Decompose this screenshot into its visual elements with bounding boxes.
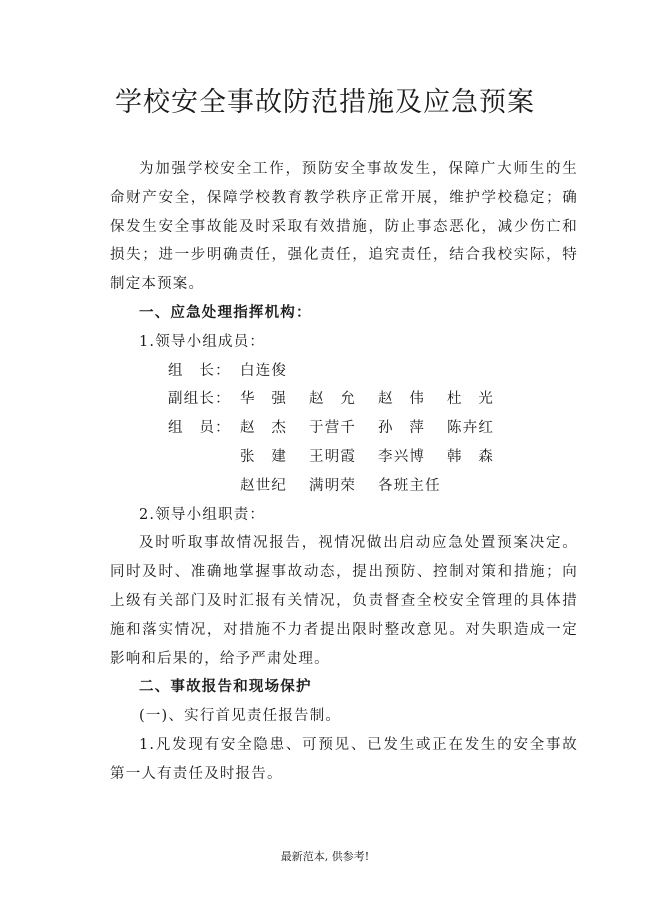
names-list	[240, 414, 516, 443]
members-row-2	[110, 443, 578, 472]
member-name: 赵 伟	[378, 391, 426, 408]
members-row-3	[110, 472, 578, 501]
member-name: 杜 光	[447, 391, 495, 408]
names-list	[240, 472, 447, 501]
intro-paragraph: 为加强学校安全工作，预防安全事故发生，保障广大师生的生命财产安全，保障学校教育教学秩序正常开展，维护学校稳定；确保发生安全事故能及时采取有效措施，防止事态恶化，减少伤亡和损失；进一步明确责任，强化责任，追究责任，结合我校实际，特制定本预案。	[110, 161, 578, 293]
subsection-heading: (一)、实行首见责任报告制。	[139, 708, 342, 725]
member-name: 李兴博	[378, 448, 426, 465]
member-name: 孙 萍	[378, 420, 426, 437]
member-name: 华 强	[240, 391, 288, 408]
document-title: 学校安全事故防范措施及应急预案	[115, 87, 535, 118]
document-body	[110, 155, 578, 789]
member-name: 赵 允	[309, 391, 357, 408]
member-name: 各班主任	[378, 477, 441, 494]
member-name: 赵世纪	[240, 477, 288, 494]
section-heading-2: 二、事故报告和现场保护	[139, 679, 312, 696]
member-name: 白连俊	[240, 362, 288, 379]
report-paragraph: 1.凡发现有安全隐患、可预见、已发生或正在发生的安全事故第一人有责任及时报告。	[110, 736, 578, 782]
member-name: 张 建	[240, 448, 288, 465]
member-name: 陈卉红	[447, 420, 495, 437]
role-label: 组 长：	[168, 362, 231, 379]
duties-paragraph: 及时听取事故情况报告，视情况做出启动应急处置预案决定。同时及时、准确地掌握事故动态，提出预防、控制对策和措施；向上级有关部门及时汇报有关情况，负责督查全校安全管理的具体措施和落实情况，对措施不力者提出限时整改意见。对失职造成一定影响和后果的，给予严肃处理。	[110, 535, 578, 667]
member-name: 满明荣	[309, 477, 357, 494]
names-list	[240, 443, 516, 472]
role-label: 副组长：	[168, 391, 231, 408]
members-row-1	[110, 414, 578, 443]
member-name: 于营千	[309, 420, 357, 437]
deputy-row	[110, 385, 578, 414]
member-name: 赵 杰	[240, 420, 288, 437]
member-name: 王明霞	[309, 448, 357, 465]
member-name: 韩 森	[447, 448, 495, 465]
section-heading-1: 一、应急处理指挥机构：	[139, 304, 312, 321]
names-list	[240, 357, 309, 386]
names-list	[240, 385, 516, 414]
leader-row	[110, 357, 578, 386]
item-leadership-duties: 2.领导小组职责：	[139, 506, 266, 523]
page-footer: 最新范本, 供参考!	[280, 850, 370, 863]
role-label: 组 员：	[168, 420, 231, 437]
item-leadership-members: 1.领导小组成员：	[139, 333, 266, 350]
